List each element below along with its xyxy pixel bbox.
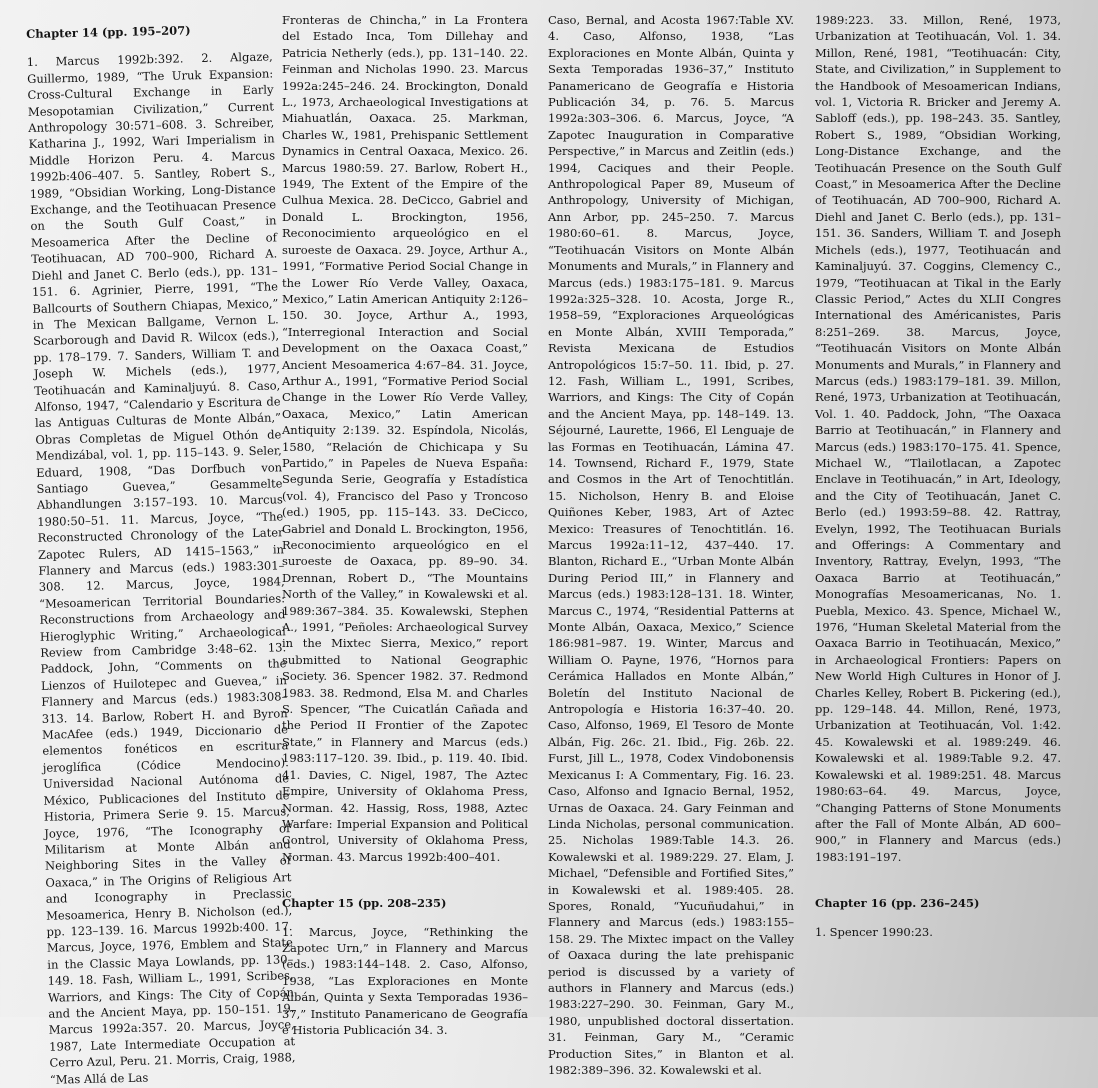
notes-column-3 — [548, 12, 794, 1077]
notes-column-2 — [282, 12, 528, 1037]
chapter-15-notes-part-2: Caso, Bernal, and Acosta 1967:Table XV. 4. Caso, Alfonso, 1938, “Las Exploraciones en Monte Albán, Quinta y Sexta Temporadas 1936–37,” Instituto Panamericano de Geografía e Historia Publicación 34, p. 76. 5. Marcus 1992a:303–306. 6. Marcus, Joyce, “A Zapotec Inauguration in Comparative Perspective,” in Marcus and Zeitlin (eds.) 1994, Caciques and their People. Anthropological Paper 89, Museum of Anthropology, University of Michigan, Ann Arbor, pp. 245–250. 7. Marcus 1980:60–61. 8. Marcus, Joyce, “Teotihuacán Visitors on Monte Albán Monuments and Murals,” in Flannery and Marcus (eds.) 1983:175–181. 9. Marcus 1992a:325–328. 10. Acosta, Jorge R., 1958–59, “Exploraciones Arqueológicas en Monte Albán, XVIII Temporada,” Revista Mexicana de Estudios Antropológicos 15:7–50. 11. Ibid, p. 27. 12. Fash, William L., 1991, Scribes, Warriors, and Kings: The City of Copán and the Ancient Maya, pp. 148–149. 13. Séjourné, Laurette, 1966, El Lenguaje de las Formas en Teotihuacán, Lámina 47. 14. Townsend, Richard F., 1979, State and Cosmos in the Art of Tenochtitlán. 15. Nicholson, Henry B. and Eloise Quiñones Keber, 1983, Art of Aztec Mexico: Treasures of Tenochtitlán. 16. Marcus 1992a:11–12, 437–440. 17. Blanton, Richard E., “Urban Monte Albán During Period III,” in Flannery and Marcus (eds.) 1983:128–131. 18. Winter, Marcus C., 1974, “Residential Patterns at Monte Albán, Oaxaca, Mexico,” Science 186:981–987. 19. Winter, Marcus and William O. Payne, 1976, “Hornos para Cerámica Hallados en Monte Albán,” Boletín del Instituto Nacional de Antropología e Historia 16:37–40. 20. Caso, Alfonso, 1969, El Tesoro de Monte Albán, Fig. 26c. 21. Ibid., Fig. 26b. 22. Furst, Jill L., 1978, Codex Vindobonensis Mexicanus I: A Commentary, Fig. 16. 23. Caso, Alfonso and Ignacio Bernal, 1952, Urnas de Oaxaca. 24. Gary Feinman and Linda Nicholas, personal communication. 25. Nicholas 1989:Table 14.3. 26. Kowalewski et al. 1989:229. 27. Elam, J. Michael, “Defensible and Fortified Sites,” in Kowalewski et al. 1989:405. 28. Spores, Ronald, “Yucuñudahui,” in Flannery and Marcus (eds.) 1983:155–158. 29. The Mixtec impact on the Valley of Oaxaca during the late prehispanic period is discussed by a variety of authors in Flannery and Marcus (eds.) 1983:227–290. 30. Feinman, Gary M., 1980, unpublished doctoral dissertation. 31. Feinman, Gary M., “Ceramic Production Sites,” in Blanton et al. 1982:389–396. 32. Kowalewski et al. — [548, 13, 794, 1077]
chapter-14-notes-part-1: 1. Marcus 1992b:392. 2. Algaze, Guillermo, 1989, “The Uruk Expansion: Cross-Cultural Exchange in Early Mesopotamian Civilization,” Current Anthropology 30:571–608. 3. Schreiber, Katharina J., 1992, Wari Imperialism in Middle Horizon Peru. 4. Marcus 1992b:406–407. 5. Santley, Robert S., 1989, “Obsidian Working, Long-Distance Exchange, and the Teotihuacan Presence on the South Gulf Coast,” in Mesoamerica After the Decline of Teotihuacan, AD 700–900, Richard A. Diehl and Janet C. Berlo (eds.), pp. 131–151. 6. Agrinier, Pierre, 1991, “The Ballcourts of Southern Chiapas, Mexico,” in The Mexican Ballgame, Vernon L. Scarborough and David R. Wilcox (eds.), pp. 178–179. 7. Sanders, William T. and Joseph W. Michels (eds.), 1977, Teotihuacán and Kaminaljuyú. 8. Caso, Alfonso, 1947, “Calendario y Escritura de las Antiguas Culturas de Monte Albán,” Obras Completas de Miguel Othón de Mendizábal, vol. 1, pp. 115–143. 9. Seler, Eduard, 1908, “Das Dorfbuch von Santiago Guevea,” Gesammelte Abhandlungen 3:157–193. 10. Marcus 1980:50–51. 11. Marcus, Joyce, “The Reconstructed Chronology of the Later Zapotec Rulers, AD 1415–1563,” in Flannery and Marcus (eds.) 1983:301–308. 12. Marcus, Joyce, 1984, “Mesoamerican Territorial Boundaries: Reconstructions from Archaeology and Hieroglyphic Writing,” Archaeological Review from Cambridge 3:48–62. 13. Paddock, John, “Comments on the Lienzos of Huilotepec and Guevea,” in Flannery and Marcus (eds.) 1983:308–313. 14. Barlow, Robert H. and Byron MacAfee (eds.) 1949, Diccionario de elementos fonéticos en escritura jeroglífica (Códice Mendocino). Universidad Nacional Autónoma de México, Publicaciones del Instituto de Historia, Primera Serie 9. 15. Marcus, Joyce, 1976, “The Iconography of Militarism at Monte Albán and Neighboring Sites in the Valley of Oaxaca,” in The Origins of Religious Art and Iconography in Preclassic Mesoamerica, Henry B. Nicholson (ed.), pp. 123–139. 16. Marcus 1992b:400. 17. Marcus, Joyce, 1976, Emblem and State in the Classic Maya Lowlands, pp. 130–149. 18. Fash, William L., 1991, Scribes, Warriors, and Kings: The City of Copán and the Ancient Maya, pp. 150–151. 19. Marcus 1992a:357. 20. Marcus, Joyce, 1987, Late Intermediate Occupation at Cerro Azul, Peru. 21. Morris, Craig, 1988, “Mas Allá de Las — [26, 49, 296, 1087]
chapter-16-heading: Chapter 16 (pp. 236–245) — [815, 896, 980, 911]
notes-column-4 — [815, 12, 1061, 1012]
chapter-14-notes-part-2: Fronteras de Chincha,” in La Frontera del Estado Inca, Tom Dillehay and Patricia Netherly (eds.), pp. 131–140. 22. Feinman and Nicholas 1990. 23. Marcus 1992a:245–246. 24. Brockington, Donald L., 1973, Archaeological Investigations at Miahuatlán, Oaxaca. 25. Markman, Charles W., 1981, Prehispanic Settlement Dynamics in Central Oaxaca, Mexico. 26. Marcus 1980:59. 27. Barlow, Robert H., 1949, The Extent of the Empire of the Culhua Mexica. 28. DeCicco, Gabriel and Donald L. Brockington, 1956, Reconocimiento arqueológico en el suroeste de Oaxaca. 29. Joyce, Arthur A., 1991, “Formative Period Social Change in the Lower Río Verde Valley, Oaxaca, Mexico,” Latin American Antiquity 2:126–150. 30. Joyce, Arthur A., 1993, “Interregional Interaction and Social Development on the Oaxaca Coast,” Ancient Mesoamerica 4:67–84. 31. Joyce, Arthur A., 1991, “Formative Period Social Change in the Lower Río Verde Valley, Oaxaca, Mexico,” Latin American Antiquity 2:139. 32. Espíndola, Nicolás, 1580, “Relación de Chichicapa y Su Partido,” in Papeles de Nueva España: Segunda Serie, Geografía y Estadística (vol. 4), Francisco del Paso y Troncoso (ed.) 1905, pp. 115–143. 33. DeCicco, Gabriel and Donald L. Brockington, 1956, Reconocimiento arqueológico en el suroeste de Oaxaca, pp. 89–90. 34. Drennan, Robert D., “The Mountains North of the Valley,” in Kowalewski et al. 1989:367–384. 35. Kowalewski, Stephen A., 1991, “Peñoles: Archaeological Survey in the Mixtec Sierra, Mexico,” report submitted to National Geographic Society. 36. Spencer 1982. 37. Redmond 1983. 38. Redmond, Elsa M. and Charles S. Spencer, “The Cuicatlán Cañada and the Period II Frontier of the Zapotec State,” in Flannery and Marcus (eds.) 1983:117–120. 39. Ibid., p. 119. 40. Ibid. 41. Davies, C. Nigel, 1987, The Aztec Empire, University of Oklahoma Press, Norman. 42. Hassig, Ross, 1988, Aztec Warfare: Imperial Expansion and Political Control, University of Oklahoma Press, Norman. 43. Marcus 1992b:400–401. — [282, 13, 528, 864]
chapter-15-notes-part-1: 1. Marcus, Joyce, “Rethinking the Zapotec Urn,” in Flannery and Marcus (eds.) 1983:144–148. 2. Caso, Alfonso, 1938, “Las Exploraciones en Monte Albán, Quinta y Sexta Temporadas 1936–37,” Instituto Panamericano de Geografía e Historia Publicación 34. 3. — [282, 924, 528, 1037]
notes-column-1 — [26, 20, 296, 1087]
chapter-15-notes-part-3: 1989:223. 33. Millon, René, 1973, Urbanization at Teotihuacán, Vol. 1. 34. Millon, René, 1981, “Teotihuacán: City, State, and Civilization,” in Supplement to the Handbook of Mesoamerican Indians, vol. 1, Victoria R. Bricker and Jeremy A. Sabloff (eds.), pp. 198–243. 35. Santley, Robert S., 1989, “Obsidian Working, Long-Distance Exchange, and the Teotihuacán Presence on the South Gulf Coast,” in Mesoamerica After the Decline of Teotihuacán, AD 700–900, Richard A. Diehl and Janet C. Berlo (eds.), pp. 131–151. 36. Sanders, William T. and Joseph Michels (eds.), 1977, Teotihuacán and Kaminaljuyú. 37. Coggins, Clemency C., 1979, “Teotihuacan at Tikal in the Early Classic Period,” Actes du XLII Congres International des Américanistes, Paris 8:251–269. 38. Marcus, Joyce, “Teotihuacán Visitors on Monte Albán Monuments and Murals,” in Flannery and Marcus (eds.) 1983:179–181. 39. Millon, René, 1973, Urbanization at Teotihuacán, Vol. 1. 40. Paddock, John, “The Oaxaca Barrio at Teotihuacán,” in Flannery and Marcus (eds.) 1983:170–175. 41. Spence, Michael W., “Tlailotlacan, a Zapotec Enclave in Teotihuacán,” in Art, Ideology, and the City of Teotihuacán, Janet C. Berlo (ed.) 1993:59–88. 42. Rattray, Evelyn, 1992, The Teotihuacan Burials and Offerings: A Commentary and Inventory, Rattray, Evelyn, 1993, “The Oaxaca Barrio at Teotihuacán,” Monografías Mesoamericanas, No. 1. Puebla, Mexico. 43. Spence, Michael W., 1976, “Human Skeletal Material from the Oaxaca Barrio in Teotihuacán, Mexico,” in Archaeological Frontiers: Papers on New World High Cultures in Honor of J. Charles Kelley, Robert B. Pickering (ed.), pp. 129–148. 44. Millon, René, 1973, Urbanization at Teotihuacán, Vol. 1:42. 45. Kowalewski et al. 1989:249. 46. Kowalewski et al. 1989:Table 9.2. 47. Kowalewski et al. 1989:251. 48. Marcus 1980:63–64. 49. Marcus, Joyce, “Changing Patterns of Stone Monuments after the Fall of Monte Albán, AD 600–900,” in Flannery and Marcus (eds.) 1983:191–197. — [815, 13, 1061, 864]
chapter-14-heading: Chapter 14 (pp. 195–207) — [26, 23, 191, 41]
chapter-15-heading: Chapter 15 (pp. 208–235) — [282, 896, 447, 911]
chapter-16-notes: 1. Spencer 1990:23. — [815, 924, 933, 939]
